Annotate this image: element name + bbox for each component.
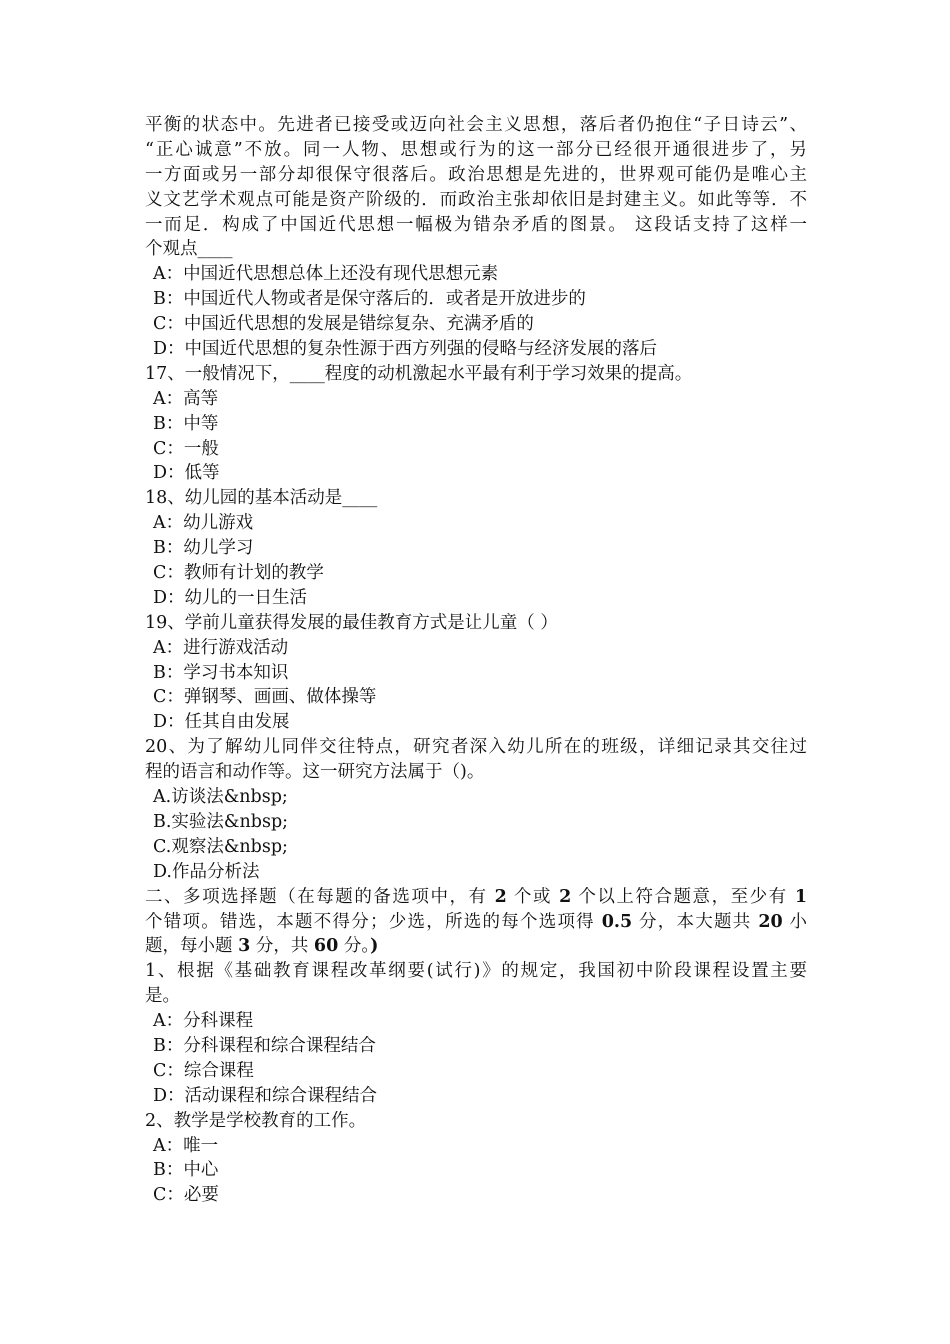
multi-question-1-stem: 1、根据《基础教育课程改革纲要(试行)》的规定，我国初中阶段课程设置主要 bbox=[145, 961, 807, 982]
option-a: A：中国近代思想总体上还没有现代思想元素 bbox=[153, 264, 499, 285]
option-a: A：唯一 bbox=[153, 1135, 219, 1156]
option-b: B：学习书本知识 bbox=[153, 662, 289, 683]
multi-question-1-stem-cont: 是。 bbox=[145, 986, 180, 1007]
question-19-stem: 19、学前儿童获得发展的最佳教育方式是让儿童（ ） bbox=[145, 612, 558, 633]
option-d: D：中国近代思想的复杂性源于西方列强的侵略与经济发展的落后 bbox=[153, 339, 658, 360]
section-2-text: 个或 bbox=[506, 886, 560, 907]
option-c: C：教师有计划的教学 bbox=[153, 563, 324, 584]
section-2-heading-cont bbox=[145, 910, 807, 935]
section-2-text: 个以上符合题意，至少有 bbox=[571, 886, 795, 907]
option-b: B：幼儿学习 bbox=[153, 538, 254, 559]
option-c: C.观察法&nbsp; bbox=[153, 836, 288, 857]
passage-line: “正心诚意”不放。同一人物、思想或行为的这一部分已经很开通很进步了，另 bbox=[145, 139, 807, 160]
option-c: C：弹钢琴、画画、做体操等 bbox=[153, 687, 377, 708]
section-2-number: 3 bbox=[238, 936, 251, 957]
question-20-stem-cont: 程的语言和动作等。这一研究方法属于（)。 bbox=[145, 762, 485, 783]
option-c: C：综合课程 bbox=[153, 1060, 254, 1081]
option-d: D：低等 bbox=[153, 463, 220, 484]
option-d: D：任其自由发展 bbox=[153, 712, 290, 733]
section-2-number: 1 bbox=[794, 886, 807, 907]
document-body bbox=[145, 113, 807, 1208]
passage-line: 一而足．构成了中国近代思想一幅极为错杂矛盾的图景。 这段话支持了这样一 bbox=[145, 214, 807, 235]
section-2-number: 2 bbox=[559, 886, 572, 907]
option-c: C：中国近代思想的发展是错综复杂、充满矛盾的 bbox=[153, 314, 534, 335]
passage-line: 一方面或另一部分却很保守很落后。政治思想是先进的，世界观可能仍是唯心主 bbox=[145, 164, 807, 185]
passage-line: 义文艺学术观点可能是资产阶级的．而政治主张却依旧是封建主义。如此等等．不 bbox=[145, 189, 807, 210]
section-2-text: 小 bbox=[782, 911, 807, 932]
section-2-text: 分，本大题共 bbox=[632, 911, 759, 932]
question-17-stem: 17、一般情况下，____程度的动机激起水平最有利于学习效果的提高。 bbox=[145, 363, 693, 384]
question-20-stem: 20、为了解幼儿同伴交往特点，研究者深入幼儿所在的班级，详细记录其交往过 bbox=[145, 737, 807, 758]
multi-question-2-stem: 2、教学是学校教育的工作。 bbox=[145, 1110, 367, 1131]
question-18-stem: 18、幼儿园的基本活动是____ bbox=[145, 488, 378, 509]
option-b: B：中国近代人物或者是保守落后的．或者是开放进步的 bbox=[153, 289, 586, 310]
option-d: D：活动课程和综合课程结合 bbox=[153, 1085, 378, 1106]
option-b: B.实验法&nbsp; bbox=[153, 811, 289, 832]
section-2-number: 20 bbox=[758, 911, 783, 932]
section-2-text: 二、多项选择题（在每题的备选项中，有 bbox=[145, 886, 495, 907]
option-a: A：分科课程 bbox=[153, 1011, 254, 1032]
option-b: B：中心 bbox=[153, 1160, 219, 1181]
passage-question-line: 个观点____ bbox=[145, 239, 233, 260]
option-a: A：进行游戏活动 bbox=[153, 637, 289, 658]
section-2-number: 0.5 bbox=[601, 911, 633, 932]
option-c: C：一般 bbox=[153, 438, 219, 459]
section-2-number: 60 bbox=[313, 936, 339, 957]
option-a: A：高等 bbox=[153, 388, 219, 409]
section-2-text: 分。 bbox=[338, 936, 371, 957]
section-2-number: ) bbox=[370, 936, 379, 957]
section-2-text: 分，共 bbox=[250, 936, 314, 957]
passage-line: 平衡的状态中。先进者已接受或迈向社会主义思想，落后者仍抱住“子日诗云”、 bbox=[145, 115, 807, 135]
option-b: B：分科课程和综合课程结合 bbox=[153, 1035, 376, 1056]
option-b: B：中等 bbox=[153, 413, 219, 434]
option-a: A：幼儿游戏 bbox=[153, 513, 254, 534]
option-a: A.访谈法&nbsp; bbox=[153, 787, 288, 808]
section-2-heading-end bbox=[145, 934, 807, 959]
section-2-text: 个错项。错选，本题不得分；少选，所选的每个选项得 bbox=[145, 911, 602, 932]
option-d: D.作品分析法 bbox=[153, 861, 260, 882]
section-2-heading bbox=[145, 885, 807, 910]
option-c: C：必要 bbox=[153, 1185, 219, 1206]
section-2-text: 题，每小题 bbox=[145, 936, 239, 957]
option-d: D：幼儿的一日生活 bbox=[153, 587, 308, 608]
section-2-number: 2 bbox=[494, 886, 507, 907]
